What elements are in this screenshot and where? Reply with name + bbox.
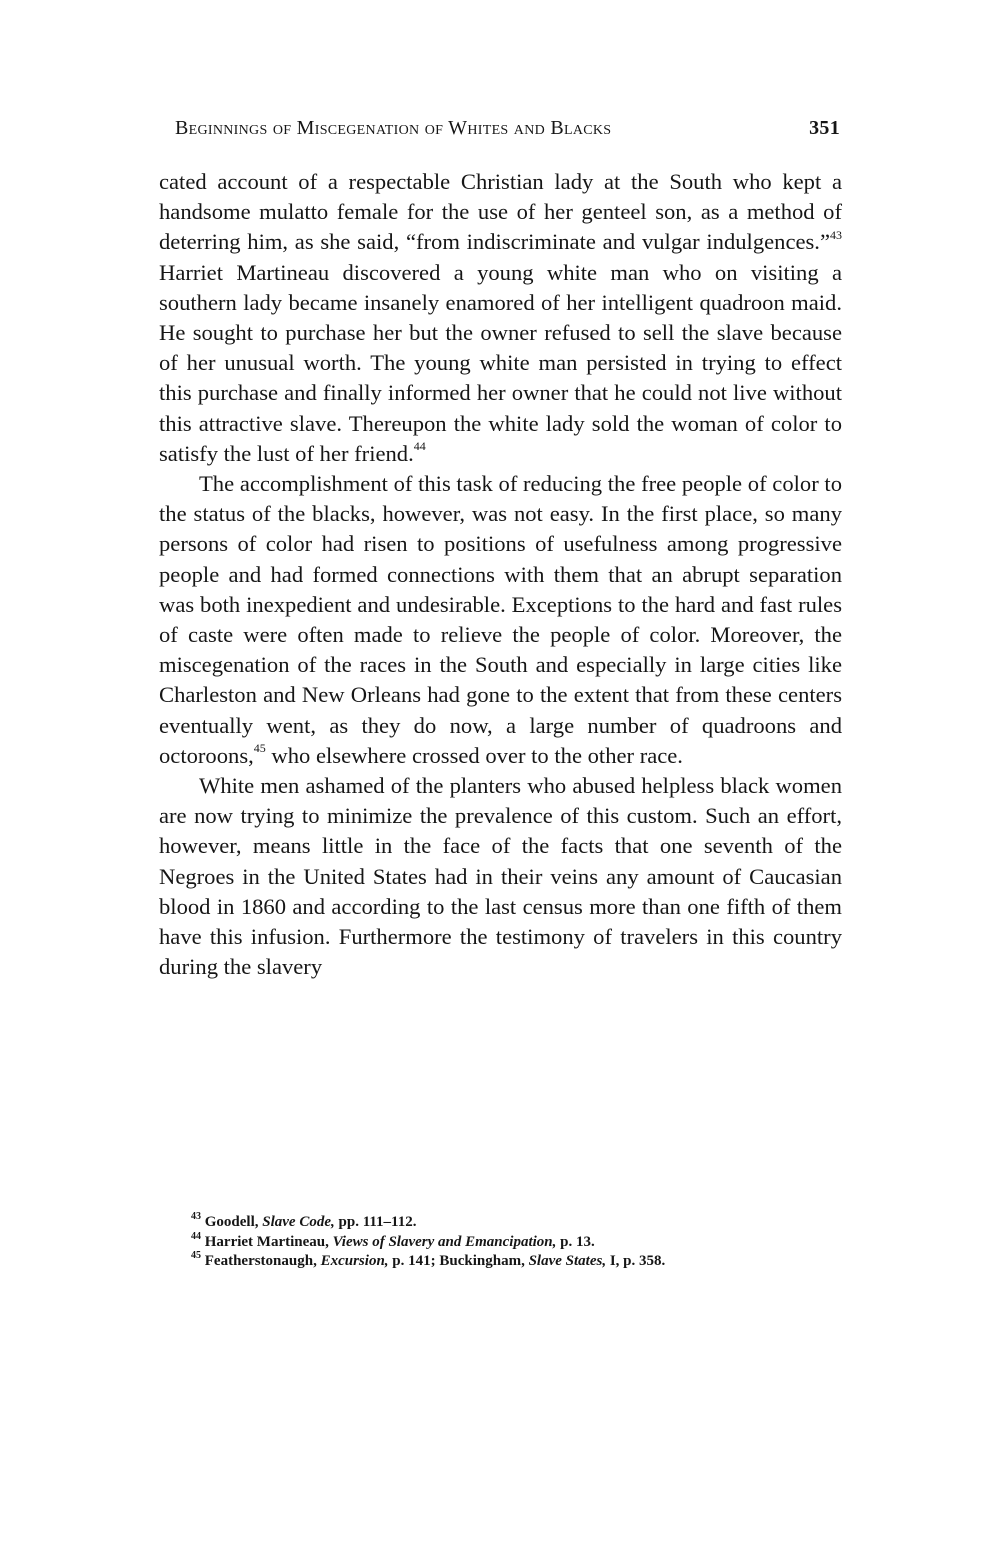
footnote-title: Slave Code, xyxy=(262,1214,335,1230)
footnote-number: 43 xyxy=(191,1211,201,1222)
footnote xyxy=(191,1252,851,1272)
paragraph-text: The accomplishment of this task of reducing the free people of color to the status of the blacks, however, was not easy. In the first place, so many persons of color had risen to positions of usefulness among progressive people and had formed connections with them that an abrupt separation was both inexpedient and undesirable. Exceptions to the hard and fast rules of caste were often made to relieve the people of color. Moreover, the miscegenation of the races in the South and especially in large cities like Charleston and New Orleans had gone to the extent that from these centers eventually went, as they do now, a large number of quadroons and octoroons, xyxy=(159,471,842,768)
footnote-ref: 45 xyxy=(253,741,266,756)
footnote-text: Goodell, xyxy=(201,1214,263,1230)
footnote-text: I, p. 358. xyxy=(606,1253,666,1269)
running-header xyxy=(175,117,840,140)
footnote xyxy=(191,1213,851,1233)
footnote-title: Excursion, xyxy=(320,1253,389,1269)
paragraph-text: Harriet Martineau discovered a young white man who on visiting a southern lady became insanely enamored of her intelligent quadroon maid. He sought to purchase her but the owner refused to sell the slave because of her unusual worth. The young white man persisted in trying to effect this purchase and finally informed her owner that he could not live without this attractive slave. Thereupon the white lady sold the woman of color to satisfy the lust of her friend. xyxy=(159,259,842,466)
footnote-text: p. 13. xyxy=(556,1233,595,1250)
footnote-title: Slave States, xyxy=(528,1253,607,1269)
footnote-text: pp. 111–112. xyxy=(334,1214,417,1230)
footnote-text: Harriet Martineau, xyxy=(201,1233,333,1250)
paragraph xyxy=(159,469,842,771)
paragraph-text: White men ashamed of the planters who abused helpless black women are now trying to minimize the prevalence of this custom. Such an effort, however, means little in the face of the facts that one seventh of the Negroes in the United States had in their veins any amount of Caucasian blood in 1860 and according to the last census more than one fifth of them have this infusion. Furthermore the testimony of travelers in this country during the slavery xyxy=(159,773,842,980)
paragraph xyxy=(159,167,842,469)
page-number: 351 xyxy=(809,117,840,139)
footnotes xyxy=(191,1213,851,1272)
footnote-ref: 44 xyxy=(413,439,426,454)
paragraph xyxy=(159,771,842,982)
footnote-number: 44 xyxy=(191,1230,201,1242)
paragraph-text: who elsewhere crossed over to the other race. xyxy=(265,742,683,768)
footnote-title: Views of Slavery and Emancipation, xyxy=(332,1233,557,1250)
footnote-text: p. 141; Buckingham, xyxy=(388,1253,529,1269)
body-text xyxy=(159,167,842,982)
footnote-ref: 43 xyxy=(830,227,842,242)
running-title: Beginnings of Miscegenation of Whites and Blacks xyxy=(175,117,612,139)
footnote xyxy=(191,1230,851,1253)
footnote-text: Featherstonaugh, xyxy=(201,1253,321,1269)
footnote-number: 45 xyxy=(191,1250,201,1261)
paragraph-text: cated account of a respectable Christian lady at the South who kept a handsome mulatto female for the use of her genteel son, as a method of deterring him, as she said, “from indiscriminate and vulgar indulgences.” xyxy=(159,169,842,255)
